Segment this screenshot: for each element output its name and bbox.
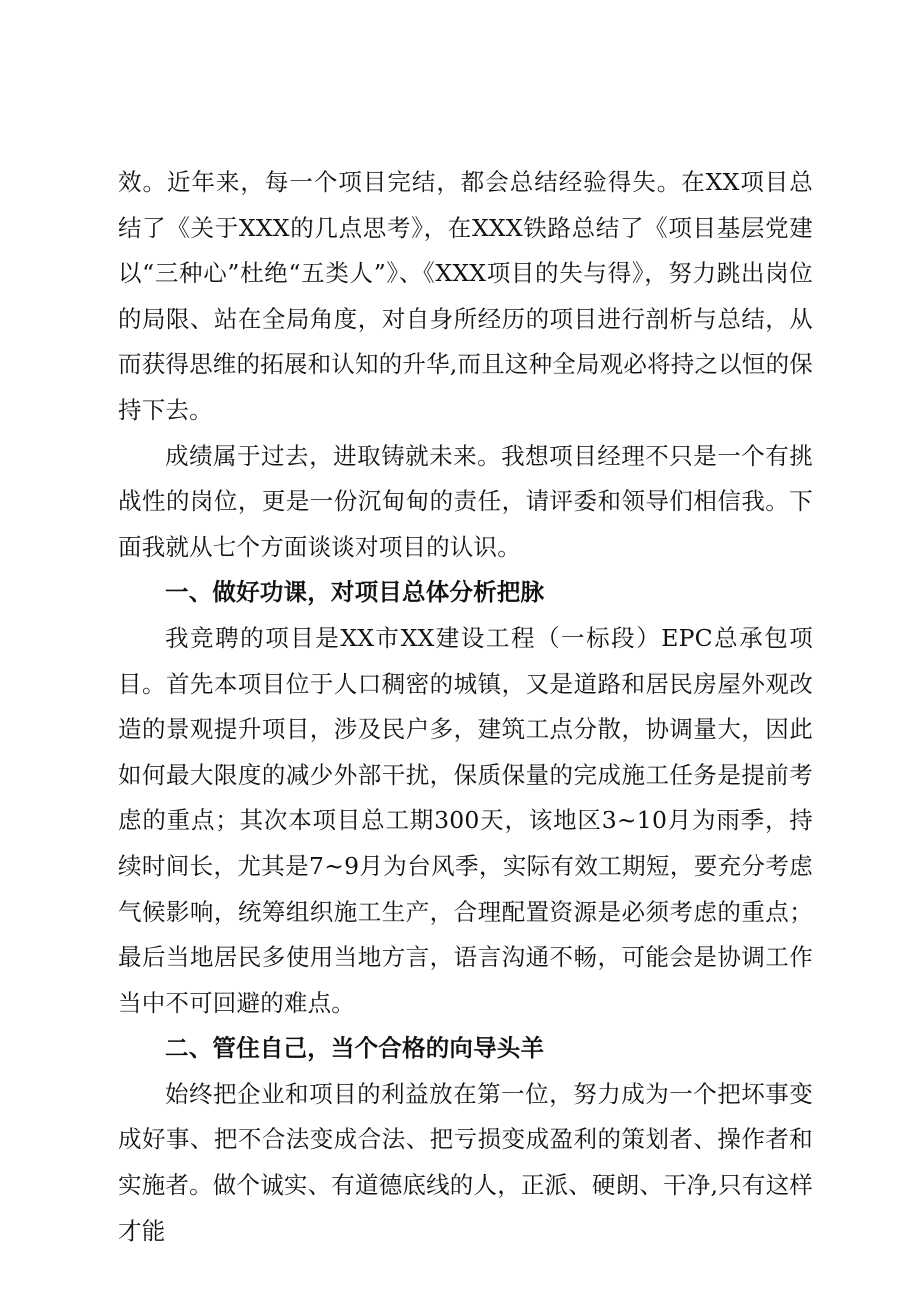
paragraph-self-discipline: 始终把企业和项目的利益放在第一位，努力成为一个把坏事变成好事、把不合法变成合法、把亏损变成盈利的策划者、操作者和实施者。做个诚实、有道德底线的人，正派、硬朗、干净,只有这样才能 [118,1079,813,1245]
section-heading-1: 一、做好功课，对项目总体分析把脉 [165,578,545,607]
paragraph-project-analysis: 我竞聘的项目是XX市XX建设工程（一标段）EPC总承包项目。首先本项目位于人口稠密的城镇，又是道路和居民房屋外观改造的景观提升项目，涉及民户多，建筑工点分散，协调量大，因此如何最大限度的减少外部干扰，保质保量的完成施工任务是提前考虑的重点；其次本项目总工期300天，该地区3~10月为雨季，持续时间长，尤其是7~9月为台风季，实际有效工期短，要充分考虑气候影响，统筹组织施工生产，合理配置资源是必须考虑的重点；最后当地居民多使用当地方言，语言沟通不畅，可能会是协调工作当中不可回避的难点。 [118,623,813,1017]
document-body [118,160,813,1254]
paragraph-achievements: 成绩属于过去，进取铸就未来。我想项目经理不只是一个有挑战性的岗位，更是一份沉甸甸的责任，请评委和领导们相信我。下面我就从七个方面谈谈对项目的认识。 [118,441,813,561]
section-heading-2: 二、管住自己，当个合格的向导头羊 [165,1034,545,1063]
paragraph-continuation: 效。近年来，每一个项目完结，都会总结经验得失。在XX项目总结了《关于XXX的几点思考》，在XXX铁路总结了《项目基层党建以“三种心”杜绝“五类人”》、《XXX项目的失与得》，努力跳出岗位的局限、站在全局角度，对自身所经历的项目进行剖析与总结，从而获得思维的拓展和认知的升华,而且这种全局观必将持之以恒的保持下去。 [118,168,813,424]
